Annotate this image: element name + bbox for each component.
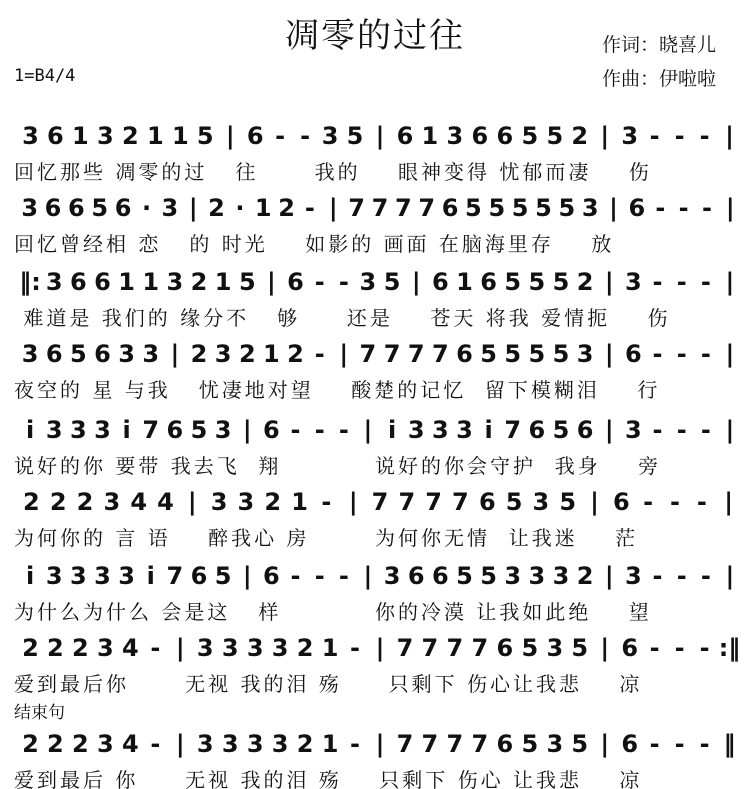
note-token: i: [25, 416, 35, 444]
note-token: 6: [287, 268, 304, 296]
note-token: 2: [72, 730, 89, 758]
lyric-line-6: 为何你的 言 语 醉我心 房 为何你无情 让我迷 茫: [14, 526, 639, 550]
note-token: 2: [571, 122, 589, 150]
note-token: 6: [263, 416, 280, 444]
note-token: 2: [264, 488, 282, 516]
barline: |: [339, 340, 349, 368]
note-token: 7: [371, 488, 389, 516]
note-token: 3: [21, 340, 39, 368]
note-token: 5: [69, 340, 87, 368]
sustain-dash: -: [150, 634, 161, 662]
sustain-dash: -: [649, 122, 660, 150]
note-token: 3: [552, 562, 570, 590]
note-token: 6: [496, 730, 514, 758]
note-token: 5: [214, 562, 232, 590]
note-token: 5: [480, 340, 497, 368]
notation-line-8: [18, 632, 742, 664]
note-token: 3: [625, 416, 642, 444]
sustain-dash: -: [674, 634, 685, 662]
note-token: i: [146, 562, 155, 590]
barline: |: [725, 340, 735, 368]
note-token: 6: [431, 562, 449, 590]
sustain-dash: -: [321, 488, 332, 516]
note-token: 5: [552, 268, 570, 296]
sustain-dash: -: [702, 194, 712, 222]
note-token: 3: [359, 268, 377, 296]
note-token: 6: [625, 340, 642, 368]
note-token: 5: [552, 340, 570, 368]
sustain-dash: -: [304, 194, 315, 222]
note-token: i: [387, 416, 397, 444]
barline: |: [724, 488, 733, 516]
sustain-dash: -: [338, 416, 349, 444]
sustain-dash: -: [700, 562, 711, 590]
note-token: 5: [521, 122, 539, 150]
note-token: 2: [22, 730, 39, 758]
notation-line-6: [18, 486, 742, 518]
note-token: ·: [235, 194, 245, 222]
notation-line-9: [18, 728, 742, 760]
barline: |: [375, 730, 385, 758]
note-token: 2: [576, 268, 594, 296]
note-token: 3: [576, 340, 594, 368]
note-token: 2: [47, 634, 64, 662]
note-token: i: [122, 416, 131, 444]
note-token: 1: [171, 122, 189, 150]
note-token: 1: [456, 268, 473, 296]
note-token: 5: [190, 416, 208, 444]
note-token: 6: [44, 194, 62, 222]
barline: |: [600, 634, 610, 662]
note-token: 2: [208, 194, 225, 222]
score-line-1: [0, 120, 750, 188]
note-token: 6: [94, 268, 111, 296]
composer-credit: 作曲：伊啦啦: [602, 68, 717, 90]
note-token: 1: [118, 268, 135, 296]
barline: |: [725, 122, 734, 150]
sustain-dash: -: [150, 730, 161, 758]
note-token: 5: [504, 340, 522, 368]
sustain-dash: -: [655, 194, 666, 222]
note-token: 3: [581, 194, 599, 222]
sustain-dash: -: [699, 730, 710, 758]
sustain-dash: -: [652, 340, 663, 368]
lyric-line-9: 爱到最后 你 无视 我的泪 殇 只剩下 伤心 让我悲 凉: [14, 768, 643, 789]
note-token: 3: [142, 340, 160, 368]
barline: |: [328, 194, 338, 222]
sustain-dash: -: [338, 268, 349, 296]
barline: |: [188, 194, 198, 222]
note-token: 7: [471, 634, 489, 662]
score-line-2: [0, 192, 750, 260]
lyric-line-5: 说好的你 要带 我去飞 翔 说好的你会守护 我身 旁: [14, 454, 662, 478]
note-token: 3: [210, 488, 228, 516]
sustain-dash: -: [314, 268, 325, 296]
note-token: 5: [238, 268, 256, 296]
sustain-dash: -: [700, 340, 711, 368]
note-token: 7: [407, 340, 425, 368]
lyric-line-8: 爱到最后你 无视 我的泪 殇 只剩下 伤心让我悲 凉: [14, 672, 643, 696]
sustain-dash: -: [676, 268, 687, 296]
note-token: 6: [431, 268, 449, 296]
notation-line-7: [18, 560, 742, 592]
barline: |: [175, 730, 185, 758]
song-title: 凋零的过往: [285, 16, 465, 56]
note-token: 6: [621, 730, 639, 758]
barline: |: [242, 416, 252, 444]
note-token: 7: [383, 340, 401, 368]
note-token: 7: [348, 194, 365, 222]
note-token: 6: [47, 122, 64, 150]
note-token: 6: [68, 194, 85, 222]
note-token: 5: [571, 730, 589, 758]
note-token: 1: [291, 488, 308, 516]
note-token: 6: [441, 194, 459, 222]
note-token: 3: [246, 634, 264, 662]
sustain-dash: -: [652, 268, 663, 296]
note-token: 6: [69, 268, 87, 296]
barline: |: [225, 122, 235, 150]
score-line-6: [0, 486, 750, 554]
note-token: 3: [528, 562, 546, 590]
sustain-dash: -: [314, 340, 325, 368]
barline: ‖:: [19, 268, 41, 296]
lyric-line-4: 夜空的 星 与我 忧凄地对望 酸楚的记忆 留下模糊泪 行: [14, 378, 661, 402]
barline: |: [725, 268, 735, 296]
sustain-dash: -: [290, 416, 301, 444]
note-token: 5: [571, 634, 589, 662]
note-token: 5: [196, 122, 214, 150]
note-token: 5: [504, 268, 522, 296]
note-token: 2: [121, 122, 139, 150]
note-token: 5: [456, 562, 473, 590]
barline: |: [604, 416, 614, 444]
note-token: 6: [263, 562, 280, 590]
barline: |: [267, 268, 276, 296]
sustain-dash: -: [643, 488, 654, 516]
note-token: 3: [45, 416, 63, 444]
note-token: 3: [69, 416, 87, 444]
score-line-3: [0, 266, 750, 334]
sustain-dash: -: [699, 122, 710, 150]
note-token: 3: [22, 122, 39, 150]
notation-line-2: [18, 192, 742, 224]
notation-line-1: [18, 120, 742, 152]
note-token: 3: [21, 194, 39, 222]
note-token: 1: [321, 634, 339, 662]
note-token: 7: [418, 194, 436, 222]
note-token: 5: [528, 268, 546, 296]
note-token: 7: [395, 194, 412, 222]
note-token: 3: [237, 488, 255, 516]
note-token: 5: [558, 194, 576, 222]
note-token: 6: [456, 340, 473, 368]
barline: :‖: [718, 634, 741, 662]
note-token: 5: [480, 562, 497, 590]
note-token: 3: [214, 340, 232, 368]
note-token: 6: [471, 122, 489, 150]
note-token: 6: [246, 122, 264, 150]
lyric-line-1: 回忆那些 凋零的过 往 我的 眼神变得 忧郁而凄 伤: [14, 160, 652, 184]
note-token: 5: [505, 488, 523, 516]
note-token: 3: [118, 340, 135, 368]
barline: |: [363, 416, 373, 444]
sustain-dash: -: [652, 416, 663, 444]
barline: |: [725, 416, 735, 444]
note-token: 1: [214, 268, 232, 296]
note-token: 5: [383, 268, 401, 296]
note-token: 3: [407, 416, 425, 444]
note-token: 3: [97, 122, 114, 150]
note-token: 7: [371, 194, 389, 222]
score-line-4: [0, 338, 750, 406]
note-token: 6: [628, 194, 646, 222]
note-token: 5: [346, 122, 364, 150]
note-token: 3: [446, 122, 464, 150]
note-token: 1: [263, 340, 280, 368]
note-token: 4: [121, 730, 139, 758]
sustain-dash: -: [670, 488, 680, 516]
note-token: 3: [625, 562, 642, 590]
note-token: 2: [238, 340, 256, 368]
note-token: 5: [488, 194, 506, 222]
sustain-dash: -: [275, 122, 286, 150]
barline: |: [375, 634, 385, 662]
barline: |: [609, 194, 618, 222]
sustain-dash: -: [676, 562, 687, 590]
score-line-8: [0, 632, 750, 700]
note-token: 1: [72, 122, 89, 150]
sustain-dash: -: [290, 562, 301, 590]
note-token: 7: [421, 634, 439, 662]
lyric-line-7: 为什么为什么 会是这 样 你的冷漠 让我如此绝 望: [14, 600, 652, 624]
lyricist-credit: 作词：晓喜儿: [602, 34, 717, 56]
note-token: 1: [421, 122, 439, 150]
sustain-dash: -: [649, 730, 660, 758]
note-token: 7: [421, 730, 439, 758]
note-token: 5: [546, 122, 564, 150]
note-token: 3: [546, 730, 564, 758]
note-token: 7: [359, 340, 377, 368]
sustain-dash: -: [700, 416, 711, 444]
sustain-dash: -: [649, 634, 660, 662]
note-token: 7: [166, 562, 184, 590]
note-token: 3: [97, 634, 114, 662]
note-token: 7: [504, 416, 522, 444]
sustain-dash: -: [300, 122, 311, 150]
note-token: 6: [45, 340, 63, 368]
note-token: 6: [576, 416, 594, 444]
note-token: 3: [221, 730, 239, 758]
note-token: 1: [321, 730, 339, 758]
note-token: 2: [190, 268, 208, 296]
note-token: 3: [97, 730, 114, 758]
score-line-9: [0, 728, 750, 789]
notation-line-5: [18, 414, 742, 446]
note-token: ·: [141, 194, 152, 222]
barline: |: [604, 562, 614, 590]
note-token: 2: [576, 562, 594, 590]
barline: ‖: [723, 730, 736, 758]
note-token: 4: [121, 634, 139, 662]
note-token: 1: [146, 122, 164, 150]
note-token: 3: [69, 562, 87, 590]
note-token: 2: [23, 488, 40, 516]
note-token: 7: [471, 730, 489, 758]
note-token: 2: [296, 730, 314, 758]
sustain-dash: -: [700, 268, 711, 296]
note-token: 5: [535, 194, 552, 222]
note-token: 2: [278, 194, 295, 222]
barline: |: [725, 194, 735, 222]
note-token: 6: [478, 488, 496, 516]
note-token: 3: [196, 730, 214, 758]
note-token: 1: [254, 194, 272, 222]
key-signature: 1=B4/4: [14, 66, 76, 86]
note-token: 6: [496, 122, 514, 150]
note-token: 3: [546, 634, 564, 662]
note-token: 3: [431, 416, 449, 444]
sustain-dash: -: [350, 634, 360, 662]
note-token: 3: [45, 268, 63, 296]
barline: |: [600, 730, 610, 758]
note-token: 3: [94, 416, 111, 444]
note-token: 3: [214, 416, 232, 444]
note-token: 6: [480, 268, 497, 296]
note-token: 2: [76, 488, 94, 516]
barline: |: [725, 562, 735, 590]
note-token: 4: [130, 488, 148, 516]
note-token: 7: [396, 634, 414, 662]
note-token: 7: [425, 488, 442, 516]
note-token: 3: [94, 562, 111, 590]
note-token: 2: [72, 634, 89, 662]
ending-section-label: 结束句: [14, 703, 65, 723]
score-line-7: [0, 560, 750, 628]
note-token: 3: [621, 122, 639, 150]
note-token: 3: [45, 562, 63, 590]
barline: |: [170, 340, 180, 368]
note-token: 6: [621, 634, 639, 662]
barline: |: [604, 268, 614, 296]
note-token: 5: [552, 416, 570, 444]
note-token: 6: [114, 194, 132, 222]
barline: |: [411, 268, 421, 296]
note-token: 6: [612, 488, 630, 516]
note-token: 6: [407, 562, 425, 590]
note-token: 7: [398, 488, 416, 516]
sustain-dash: -: [314, 416, 325, 444]
note-token: 6: [396, 122, 414, 150]
note-token: 6: [94, 340, 111, 368]
sustain-dash: -: [674, 730, 685, 758]
note-token: 5: [465, 194, 482, 222]
sustain-dash: -: [676, 416, 687, 444]
sustain-dash: -: [652, 562, 663, 590]
notation-line-3: [18, 266, 742, 298]
note-token: 2: [287, 340, 304, 368]
note-token: 6: [190, 562, 208, 590]
sustain-dash: -: [314, 562, 325, 590]
note-token: i: [484, 416, 493, 444]
note-token: 7: [452, 488, 469, 516]
note-token: 5: [521, 634, 539, 662]
sustain-dash: -: [678, 194, 689, 222]
notation-line-4: [18, 338, 742, 370]
note-token: 2: [296, 634, 314, 662]
sustain-dash: -: [699, 634, 710, 662]
note-token: 3: [504, 562, 522, 590]
note-token: 3: [321, 122, 339, 150]
note-token: 5: [559, 488, 577, 516]
note-token: 3: [161, 194, 179, 222]
note-token: 3: [625, 268, 642, 296]
note-token: 1: [142, 268, 160, 296]
lyric-line-2: 回忆曾经相 恋 的 时光 如影的 画面 在脑海里存 放: [14, 232, 615, 256]
lyric-line-3: 难道是 我们的 缘分不 够 还是 苍天 将我 爱情扼 伤: [14, 306, 671, 330]
note-token: 6: [496, 634, 514, 662]
note-token: 5: [521, 730, 539, 758]
note-token: 5: [91, 194, 109, 222]
note-token: 4: [157, 488, 174, 516]
note-token: 3: [383, 562, 401, 590]
note-token: 3: [118, 562, 135, 590]
note-token: 2: [49, 488, 67, 516]
barline: |: [175, 634, 185, 662]
barline: |: [604, 340, 614, 368]
sustain-dash: -: [696, 488, 707, 516]
barline: |: [363, 562, 373, 590]
barline: |: [600, 122, 610, 150]
barline: |: [590, 488, 599, 516]
note-token: 7: [396, 730, 414, 758]
note-token: 3: [271, 634, 289, 662]
note-token: 6: [166, 416, 184, 444]
barline: |: [348, 488, 358, 516]
note-token: 7: [142, 416, 160, 444]
note-token: 3: [246, 730, 264, 758]
note-token: 7: [446, 730, 464, 758]
note-token: 3: [196, 634, 214, 662]
sustain-dash: -: [674, 122, 685, 150]
note-token: 3: [103, 488, 121, 516]
note-token: 3: [532, 488, 550, 516]
note-token: i: [25, 562, 35, 590]
barline: |: [375, 122, 385, 150]
note-token: 3: [166, 268, 184, 296]
note-token: 7: [446, 634, 464, 662]
note-token: 2: [47, 730, 64, 758]
note-token: 2: [190, 340, 208, 368]
sustain-dash: -: [350, 730, 360, 758]
note-token: 2: [22, 634, 39, 662]
sustain-dash: -: [338, 562, 349, 590]
note-token: 7: [431, 340, 449, 368]
barline: |: [187, 488, 197, 516]
note-token: 5: [511, 194, 529, 222]
barline: |: [242, 562, 252, 590]
sustain-dash: -: [676, 340, 687, 368]
note-token: 6: [528, 416, 546, 444]
note-token: 3: [221, 634, 239, 662]
note-token: 5: [528, 340, 546, 368]
score-line-5: [0, 414, 750, 482]
note-token: 3: [456, 416, 473, 444]
note-token: 3: [271, 730, 289, 758]
